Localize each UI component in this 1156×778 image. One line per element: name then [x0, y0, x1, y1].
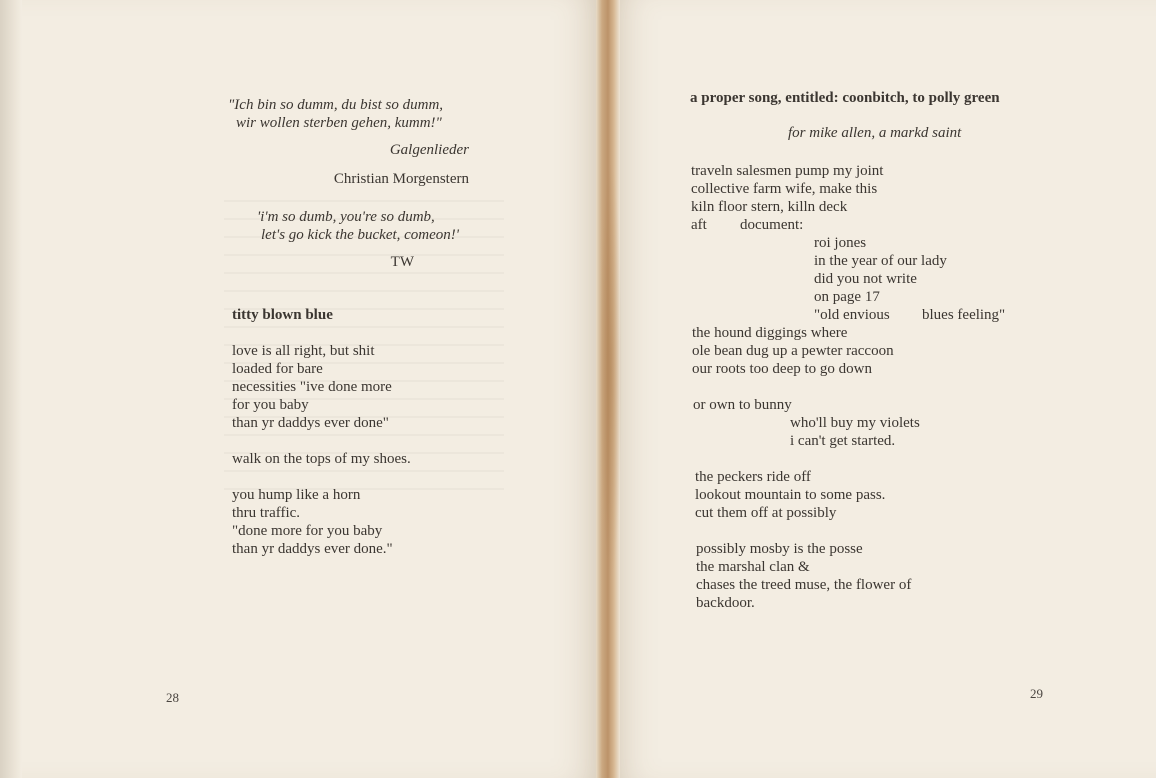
poem-line: the hound diggings where — [692, 325, 848, 341]
poem-line: the marshal clan & — [696, 559, 810, 575]
poem-line: walk on the tops of my shoes. — [232, 451, 411, 467]
poem-line: cut them off at possibly — [695, 505, 837, 521]
poem-title: titty blown blue — [232, 307, 333, 323]
poem-line: than yr daddys ever done" — [232, 415, 389, 431]
poem-line: possibly mosby is the posse — [696, 541, 863, 557]
poem-line: roi jones — [814, 235, 867, 251]
epigraph-source-work: Galgenlieder — [389, 142, 469, 158]
poem-line: on page 17 — [814, 289, 880, 305]
poem-line: love is all right, but shit — [232, 343, 375, 359]
poem-title: a proper song, entitled: coonbitch, to polly green — [690, 90, 1000, 106]
poem-phrase-blues-feeling: blues feeling" — [922, 307, 1006, 323]
poem-line: ole bean dug up a pewter raccoon — [692, 343, 894, 359]
poem-line: loaded for bare — [232, 361, 323, 377]
dedication: for mike allen, a markd saint — [788, 125, 962, 141]
gutter-stain — [600, 160, 622, 580]
poem-line: who'll buy my violets — [790, 415, 920, 431]
poem-line: for you baby — [232, 397, 309, 413]
poem-line: "done more for you baby — [232, 523, 383, 539]
page-number: 29 — [1030, 686, 1043, 701]
page-number: 28 — [166, 690, 179, 705]
poem-word-aft: aft — [691, 217, 707, 233]
poem-word-document: document: — [740, 217, 804, 233]
poem-line: i can't get started. — [790, 433, 896, 449]
poem-line: collective farm wife, make this — [691, 181, 878, 197]
epigraph-source-author: Christian Morgenstern — [333, 171, 469, 187]
poem-line: chases the treed muse, the flower of — [696, 577, 912, 593]
poem-line: backdoor. — [696, 595, 755, 611]
poem-line: thru traffic. — [232, 505, 301, 521]
poem-line: our roots too deep to go down — [692, 361, 872, 377]
epigraph-de-line-1: "Ich bin so dumm, du bist so dumm, — [228, 97, 444, 113]
poem-line: than yr daddys ever done." — [232, 541, 393, 557]
poem-line: the peckers ride off — [695, 469, 811, 485]
epigraph-en-line-2: let's go kick the bucket, comeon!' — [261, 227, 459, 243]
right-page — [612, 0, 1156, 778]
poem-line: you hump like a horn — [232, 487, 361, 503]
page-edge — [0, 0, 22, 778]
poem-line: or own to bunny — [693, 397, 792, 413]
epigraph-en-attrib: TW — [390, 254, 414, 270]
poem-phrase-old-envious: "old envious — [814, 307, 890, 323]
epigraph-en-line-1: 'i'm so dumb, you're so dumb, — [257, 209, 435, 225]
poem-line: did you not write — [814, 271, 917, 287]
poem-line: lookout mountain to some pass. — [695, 487, 886, 503]
poem-line: traveln salesmen pump my joint — [691, 163, 884, 179]
poem-line: necessities "ive done more — [232, 379, 392, 395]
poem-line: kiln floor stern, killn deck — [691, 199, 848, 215]
poem-line: in the year of our lady — [814, 253, 947, 269]
epigraph-de-line-2: wir wollen sterben gehen, kumm!" — [236, 115, 442, 131]
